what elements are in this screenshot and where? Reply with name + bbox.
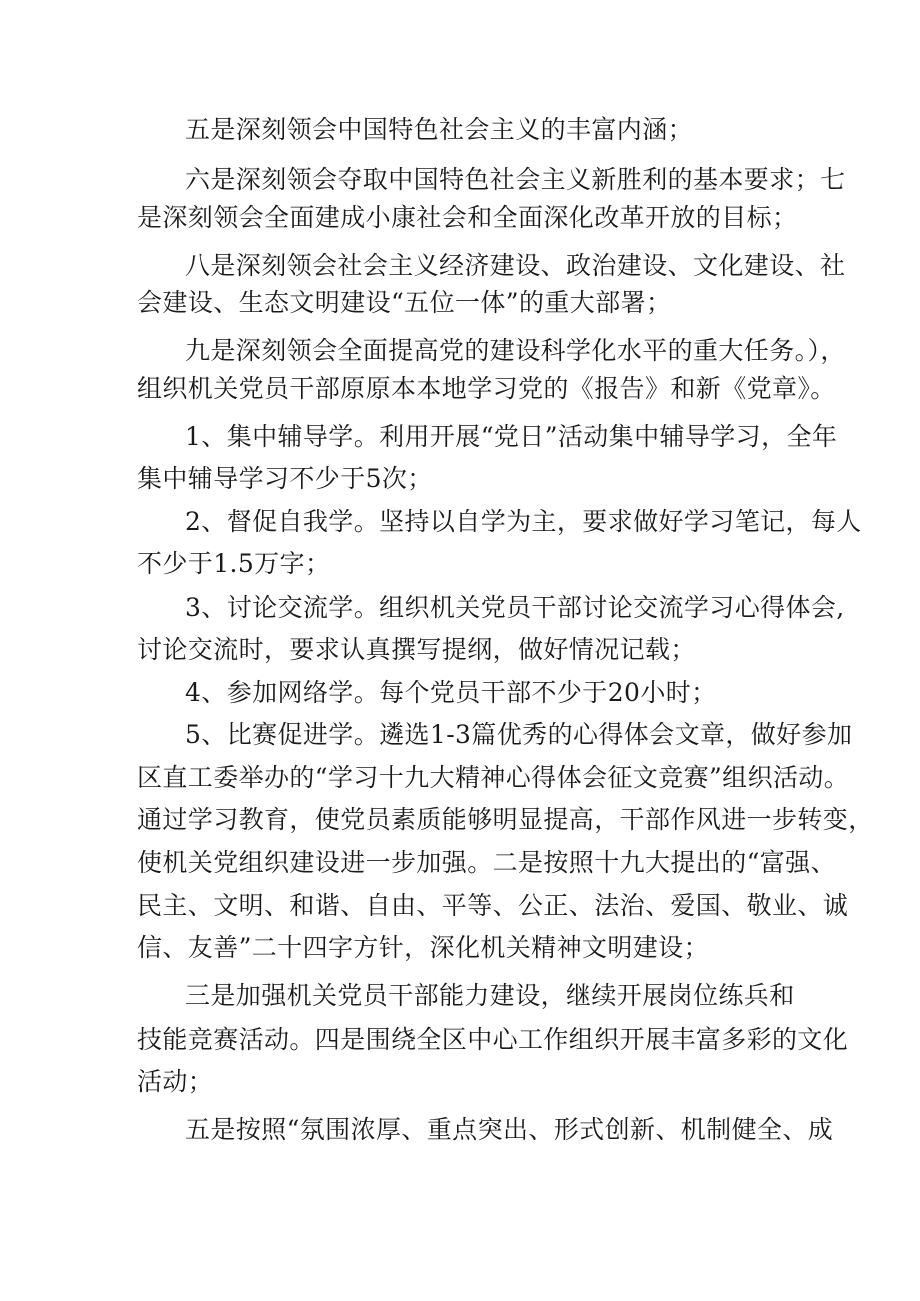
- text-line: 讨论交流时，要求认真撰写提纲，做好情况记载；: [137, 635, 696, 664]
- text-line: 是深刻领会全面建成小康社会和全面深化改革开放的目标；: [137, 203, 798, 232]
- text-line: 3、讨论交流学。组织机关党员干部讨论交流学习心得体会,: [185, 593, 845, 622]
- text-line: 区直工委举办的“学习十九大精神心得体会征文竞赛”组织活动。: [137, 763, 850, 792]
- text-line: 5、比赛促进学。遴选1-3篇优秀的心得体会文章，做好参加: [185, 720, 853, 749]
- text-line: 活动；: [137, 1067, 214, 1096]
- text-line: 不少于1.5万字；: [137, 549, 331, 578]
- text-line: 民主、文明、和谐、自由、平等、公正、法治、爱国、敬业、诚: [137, 891, 849, 920]
- text-line: 使机关党组织建设进一步加强。二是按照十九大提出的“富强、: [137, 848, 836, 877]
- text-line: 五是按照“氛围浓厚、重点突出、形式创新、机制健全、成: [185, 1115, 834, 1144]
- text-line: 1、集中辅导学。利用开展“党日”活动集中辅导学习，全年: [185, 422, 838, 451]
- text-line: 五是深刻领会中国特色社会主义的丰富内涵；: [185, 115, 694, 144]
- text-line: 六是深刻领会夺取中国特色社会主义新胜利的基本要求；七: [185, 165, 846, 194]
- text-line: 九是深刻领会全面提高党的建设科学化水平的重大任务。），: [185, 336, 846, 365]
- text-line: 4、参加网络学。每个党员干部不少于20小时；: [185, 678, 717, 707]
- text-line: 组织机关党员干部原原本本地学习党的《报告》和新《党章》。: [137, 374, 836, 403]
- text-line: 信、友善”二十四字方针，深化机关精神文明建设；: [137, 933, 709, 962]
- text-line: 2、督促自我学。坚持以自学为主，要求做好学习笔记，每人: [185, 507, 862, 536]
- text-line: 通过学习教育，使党员素质能够明显提高，干部作风进一步转变，: [137, 805, 874, 834]
- text-line: 会建设、生态文明建设“五位一体”的重大部署；: [137, 288, 672, 317]
- text-line: 技能竞赛活动。四是围绕全区中心工作组织开展丰富多彩的文化: [137, 1025, 849, 1054]
- text-line: 三是加强机关党员干部能力建设，继续开展岗位练兵和: [185, 981, 795, 1010]
- text-line: 八是深刻领会社会主义经济建设、政治建设、文化建设、社: [185, 251, 846, 280]
- text-line: 集中辅导学习不少于5次；: [137, 464, 433, 493]
